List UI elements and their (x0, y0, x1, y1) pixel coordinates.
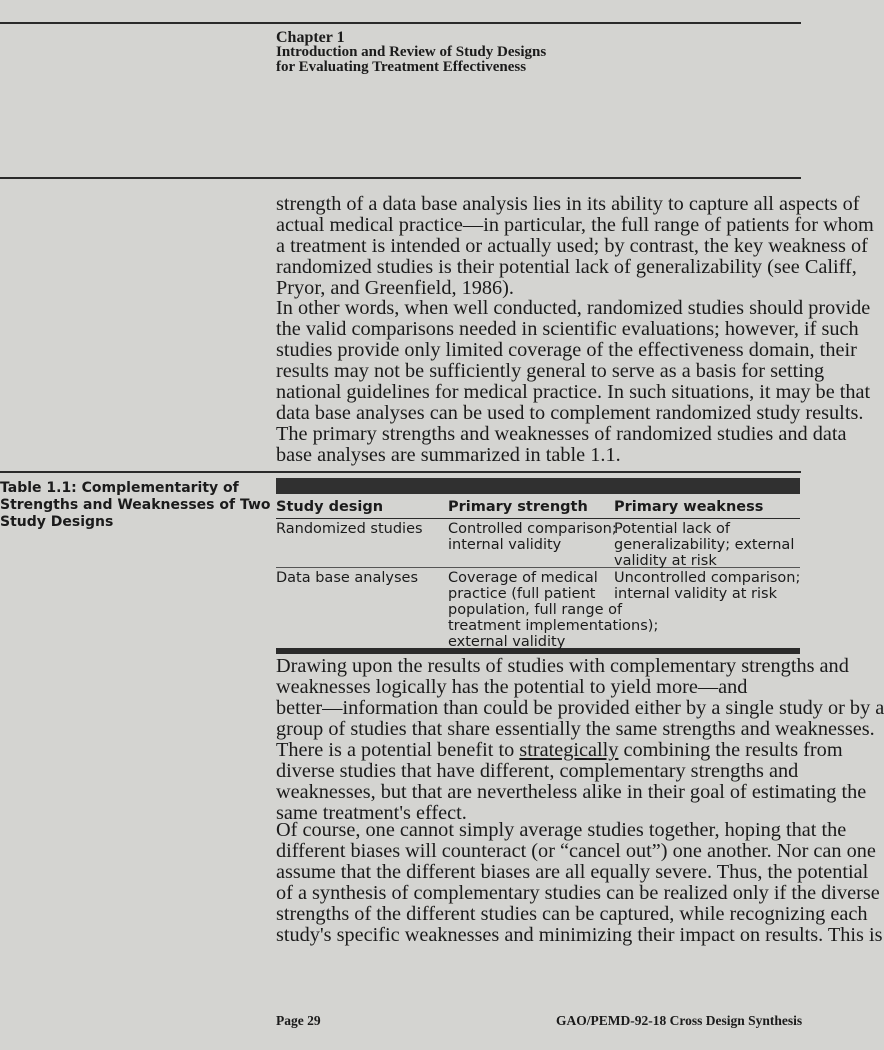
text-line: studies provide only limited coverage of the effectiveness domain, their (276, 339, 857, 361)
cell-line: Data base analyses (276, 570, 419, 586)
text-line: assume that the different biases are all equally severe. Thus, the potential (276, 861, 869, 883)
text-line (276, 739, 843, 761)
text-line: national guidelines for medical practice. In such situations, it may be that (276, 381, 871, 403)
text-line: base analyses are summarized in table 1.1. (276, 444, 621, 466)
text-line: the valid comparisons needed in scientific evaluations; however, if such (276, 318, 859, 340)
text-line: strengths of the different studies can be captured, while recognizing each (276, 903, 868, 925)
table-caption (0, 480, 271, 531)
cell-line: Uncontrolled comparison; (614, 570, 801, 586)
chapter-title-line-2: for Evaluating Treatment Effectiveness (276, 59, 527, 75)
cell-weakness (614, 570, 800, 602)
text-line: Of course, one cannot simply average studies together, hoping that the (276, 819, 847, 841)
cell-line: practice (full patient (448, 586, 596, 602)
text-line: data base analyses can be used to complement randomized study results. (276, 402, 864, 424)
cell-design (276, 570, 418, 586)
text-line: weaknesses, but that are nevertheless alike in their goal of estimating the (276, 781, 867, 803)
section-rule (0, 471, 801, 473)
paragraph-1 (276, 193, 874, 299)
chapter-header (276, 30, 546, 75)
paragraph-2 (276, 297, 871, 424)
chapter-title-line-1: Introduction and Review of Study Designs (276, 44, 547, 60)
cell-line: validity at risk (614, 553, 717, 569)
cell-line: Potential lack of (614, 521, 730, 537)
cell-design (276, 521, 423, 537)
text-line: weaknesses logically has the potential to yield more—and (276, 676, 748, 698)
text-segment: combining the results from (618, 739, 843, 761)
cell-line: generalizability; external (614, 537, 795, 553)
text-line: actual medical practice—in particular, the full range of patients for whom (276, 214, 874, 236)
header-rule (0, 177, 801, 179)
paragraph-5 (276, 819, 883, 946)
text-line: In other words, when well conducted, randomized studies should provide (276, 297, 871, 319)
table-header-row (276, 494, 800, 519)
text-line: better—information than could be provided either by a single study or by a (276, 697, 884, 719)
table-row (276, 519, 800, 568)
text-line: of a synthesis of complementary studies can be realized only if the diverse (276, 882, 880, 904)
table-row (276, 568, 800, 648)
paragraph-3 (276, 423, 847, 466)
table-caption-line: Study Designs (0, 514, 114, 530)
table-caption-line: Strengths and Weaknesses of Two (0, 497, 271, 513)
text-line: Drawing upon the results of studies with complementary strengths and (276, 655, 849, 677)
text-line: strength of a data base analysis lies in its ability to capture all aspects of (276, 193, 860, 215)
cell-weakness (614, 521, 794, 569)
text-line: Pryor, and Greenfield, 1986). (276, 277, 514, 299)
comparison-table (276, 478, 800, 654)
table-top-bar (276, 478, 800, 494)
page-number: Page 29 (276, 1013, 321, 1028)
text-line: a treatment is intended or actually used; by contrast, the key weakness of (276, 235, 868, 257)
cell-strength (448, 521, 617, 553)
paragraph-4 (276, 655, 884, 824)
cell-line: population, full range of (448, 602, 623, 618)
text-line: randomized studies is their potential lack of generalizability (see Califf, (276, 256, 857, 278)
text-line: diverse studies that have different, complementary strengths and (276, 760, 799, 782)
table-caption-line: Table 1.1: Complementarity of (0, 480, 239, 496)
text-line: results may not be sufficiently general to serve as a basis for setting (276, 360, 825, 382)
top-rule (0, 22, 801, 24)
text-line: The primary strengths and weaknesses of randomized studies and data (276, 423, 847, 445)
text-line: group of studies that share essentially the same strengths and weaknesses. (276, 718, 875, 740)
header-primary-weakness: Primary weakness (614, 499, 764, 515)
cell-line: internal validity (448, 537, 562, 553)
cell-line: Randomized studies (276, 521, 423, 537)
text-segment: There is a potential benefit to (276, 739, 520, 761)
text-line: same treatment's effect. (276, 802, 467, 824)
cell-line: treatment implementations); (448, 618, 659, 634)
report-id: GAO/PEMD-92-18 Cross Design Synthesis (556, 1013, 803, 1028)
underlined-word: strategically (519, 739, 619, 761)
header-primary-strength: Primary strength (448, 499, 588, 515)
cell-line: external validity (448, 634, 566, 650)
text-line: study's specific weaknesses and minimizing their impact on results. This is (276, 924, 883, 946)
header-study-design: Study design (276, 499, 384, 515)
cell-line: Coverage of medical (448, 570, 598, 586)
chapter-label: Chapter 1 (276, 29, 345, 46)
cell-line: internal validity at risk (614, 586, 777, 602)
text-line: different biases will counteract (or “cancel out”) one another. Nor can one (276, 840, 876, 862)
cell-line: Controlled comparison; (448, 521, 617, 537)
